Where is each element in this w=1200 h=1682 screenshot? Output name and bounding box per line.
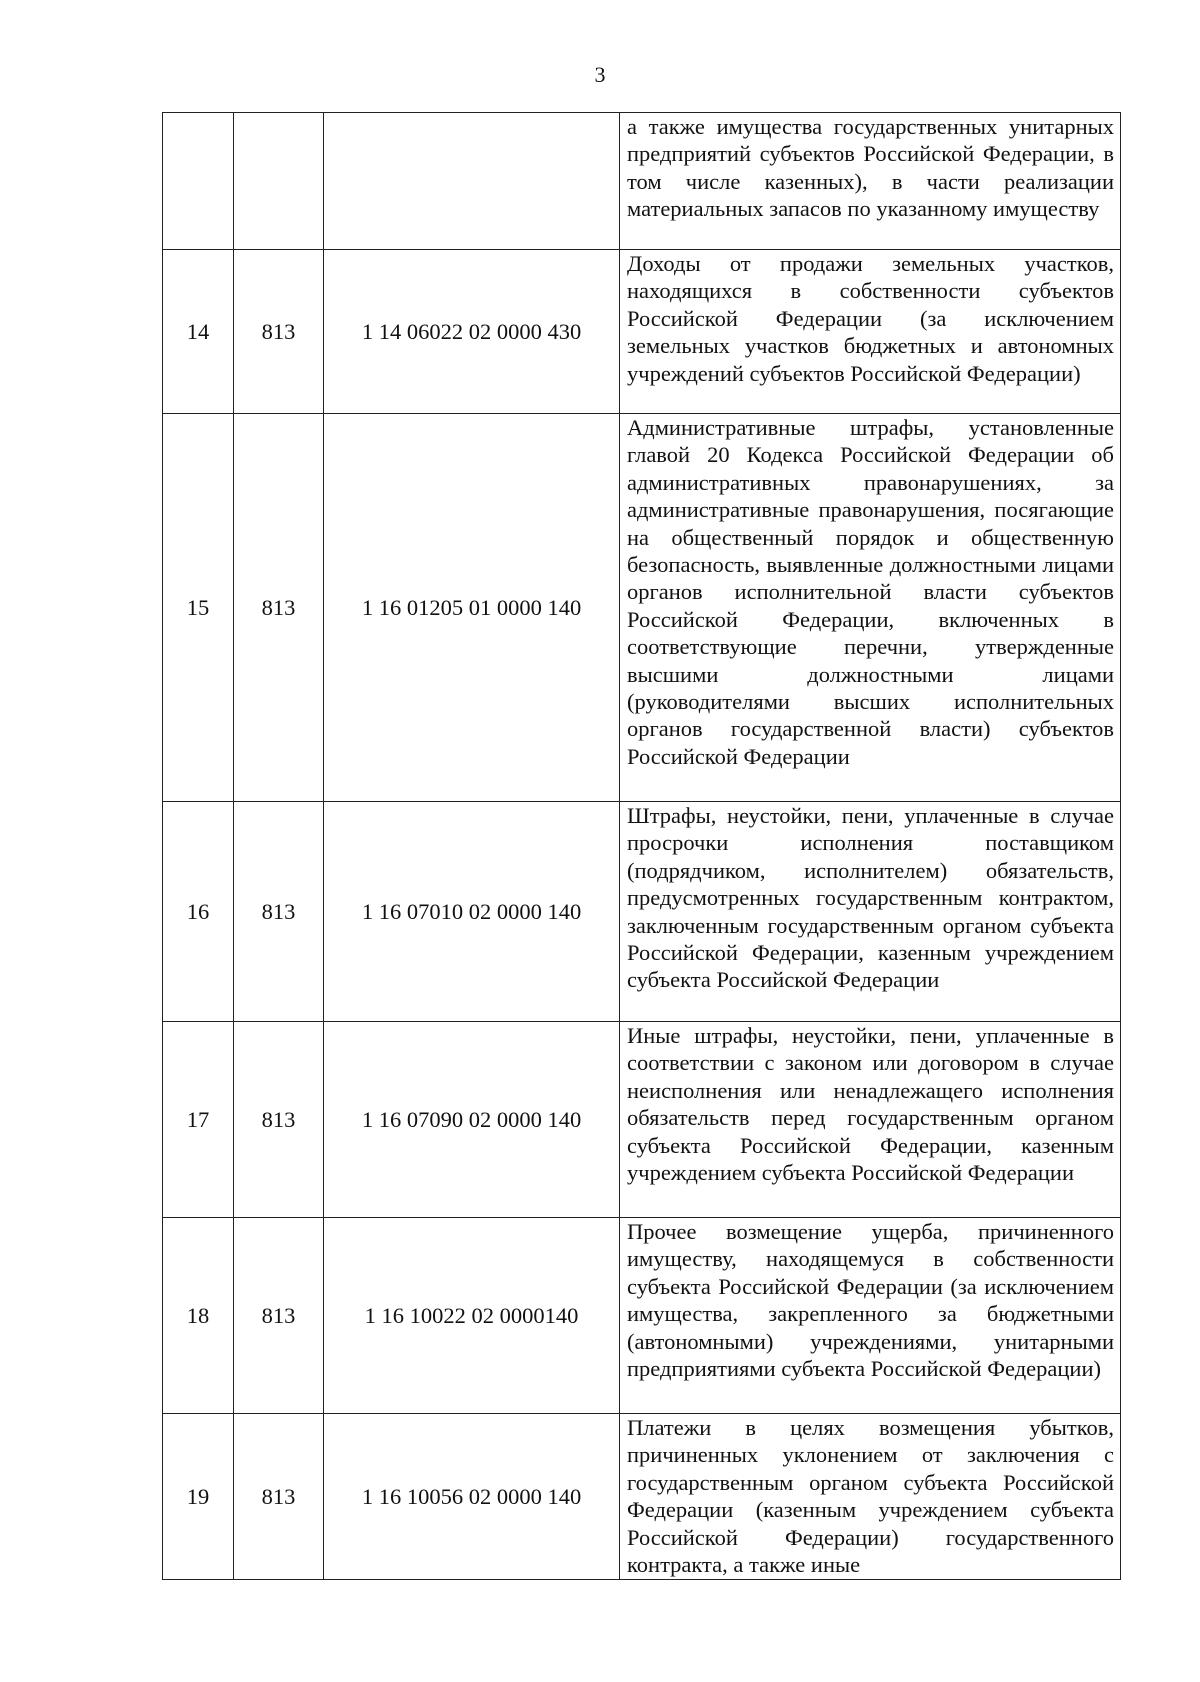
- table-row: [163, 1414, 1121, 1580]
- budget-classification-code: 1 16 10022 02 0000140: [324, 1218, 620, 1414]
- budget-classification-code: 1 16 07090 02 0000 140: [324, 1022, 620, 1218]
- table-row: [163, 414, 1121, 802]
- administrator-code: 813: [234, 414, 324, 802]
- revenue-description: а также имущества государственных унитарных предприятий субъектов Российской Федерации, в том числе казенных), в части реализации материальных запасов по указанному имуществу: [620, 113, 1121, 250]
- administrator-code: [234, 113, 324, 250]
- table-row: [163, 1218, 1121, 1414]
- revenue-description: Штрафы, неустойки, пени, уплаченные в случае просрочки исполнения поставщиком (подрядчиком, исполнителем) обязательств, предусмотренных государственным контрактом, заключенным государственным органом субъекта Российской Федерации, казенным учреждением субъекта Российской Федерации: [620, 802, 1121, 1022]
- revenue-description: Административные штрафы, установленные главой 20 Кодекса Российской Федерации об административных правонарушениях, за административные правонарушения, посягающие на общественный порядок и общественную безопасность, выявленные должностными лицами органов исполнительной власти субъектов Российской Федерации, включенных в соответствующие перечни, утвержденные высшими должностными лицами (руководителями высших исполнительных органов государственной власти) субъектов Российской Федерации: [620, 414, 1121, 802]
- revenue-description: Иные штрафы, неустойки, пени, уплаченные в соответствии с законом или договором в случае неисполнения или ненадлежащего исполнения обязательств перед государственным органом субъекта Российской Федерации, казенным учреждением субъекта Российской Федерации: [620, 1022, 1121, 1218]
- budget-classification-code: 1 16 07010 02 0000 140: [324, 802, 620, 1022]
- table-row: [163, 1022, 1121, 1218]
- administrator-code: 813: [234, 1218, 324, 1414]
- row-number: 14: [163, 250, 234, 414]
- table-row: [163, 113, 1121, 250]
- administrator-code: 813: [234, 1414, 324, 1580]
- row-number: 15: [163, 414, 234, 802]
- administrator-code: 813: [234, 802, 324, 1022]
- table-row: [163, 250, 1121, 414]
- row-number: [163, 113, 234, 250]
- administrator-code: 813: [234, 1022, 324, 1218]
- row-number: 19: [163, 1414, 234, 1580]
- revenue-description: Платежи в целях возмещения убытков, причиненных уклонением от заключения с государственным органом субъекта Российской Федерации (казенным учреждением субъекта Российской Федерации) государственного контракта, а также иные: [620, 1414, 1121, 1580]
- row-number: 16: [163, 802, 234, 1022]
- budget-classification-code: 1 16 10056 02 0000 140: [324, 1414, 620, 1580]
- budget-classification-code: [324, 113, 620, 250]
- table-row: [163, 802, 1121, 1022]
- row-number: 17: [163, 1022, 234, 1218]
- page-number: 3: [594, 62, 606, 87]
- row-number: 18: [163, 1218, 234, 1414]
- revenue-description: Доходы от продажи земельных участков, находящихся в собственности субъектов Российской Федерации (за исключением земельных участков бюджетных и автономных учреждений субъектов Российской Федерации): [620, 250, 1121, 414]
- budget-classification-code: 1 16 01205 01 0000 140: [324, 414, 620, 802]
- administrator-code: 813: [234, 250, 324, 414]
- budget-classification-code: 1 14 06022 02 0000 430: [324, 250, 620, 414]
- revenue-table: [162, 112, 1121, 1580]
- revenue-description: Прочее возмещение ущерба, причиненного имуществу, находящемуся в собственности субъекта Российской Федерации (за исключением имущества, закрепленного за бюджетными (автономными) учреждениями, унитарными предприятиями субъекта Российской Федерации): [620, 1218, 1121, 1414]
